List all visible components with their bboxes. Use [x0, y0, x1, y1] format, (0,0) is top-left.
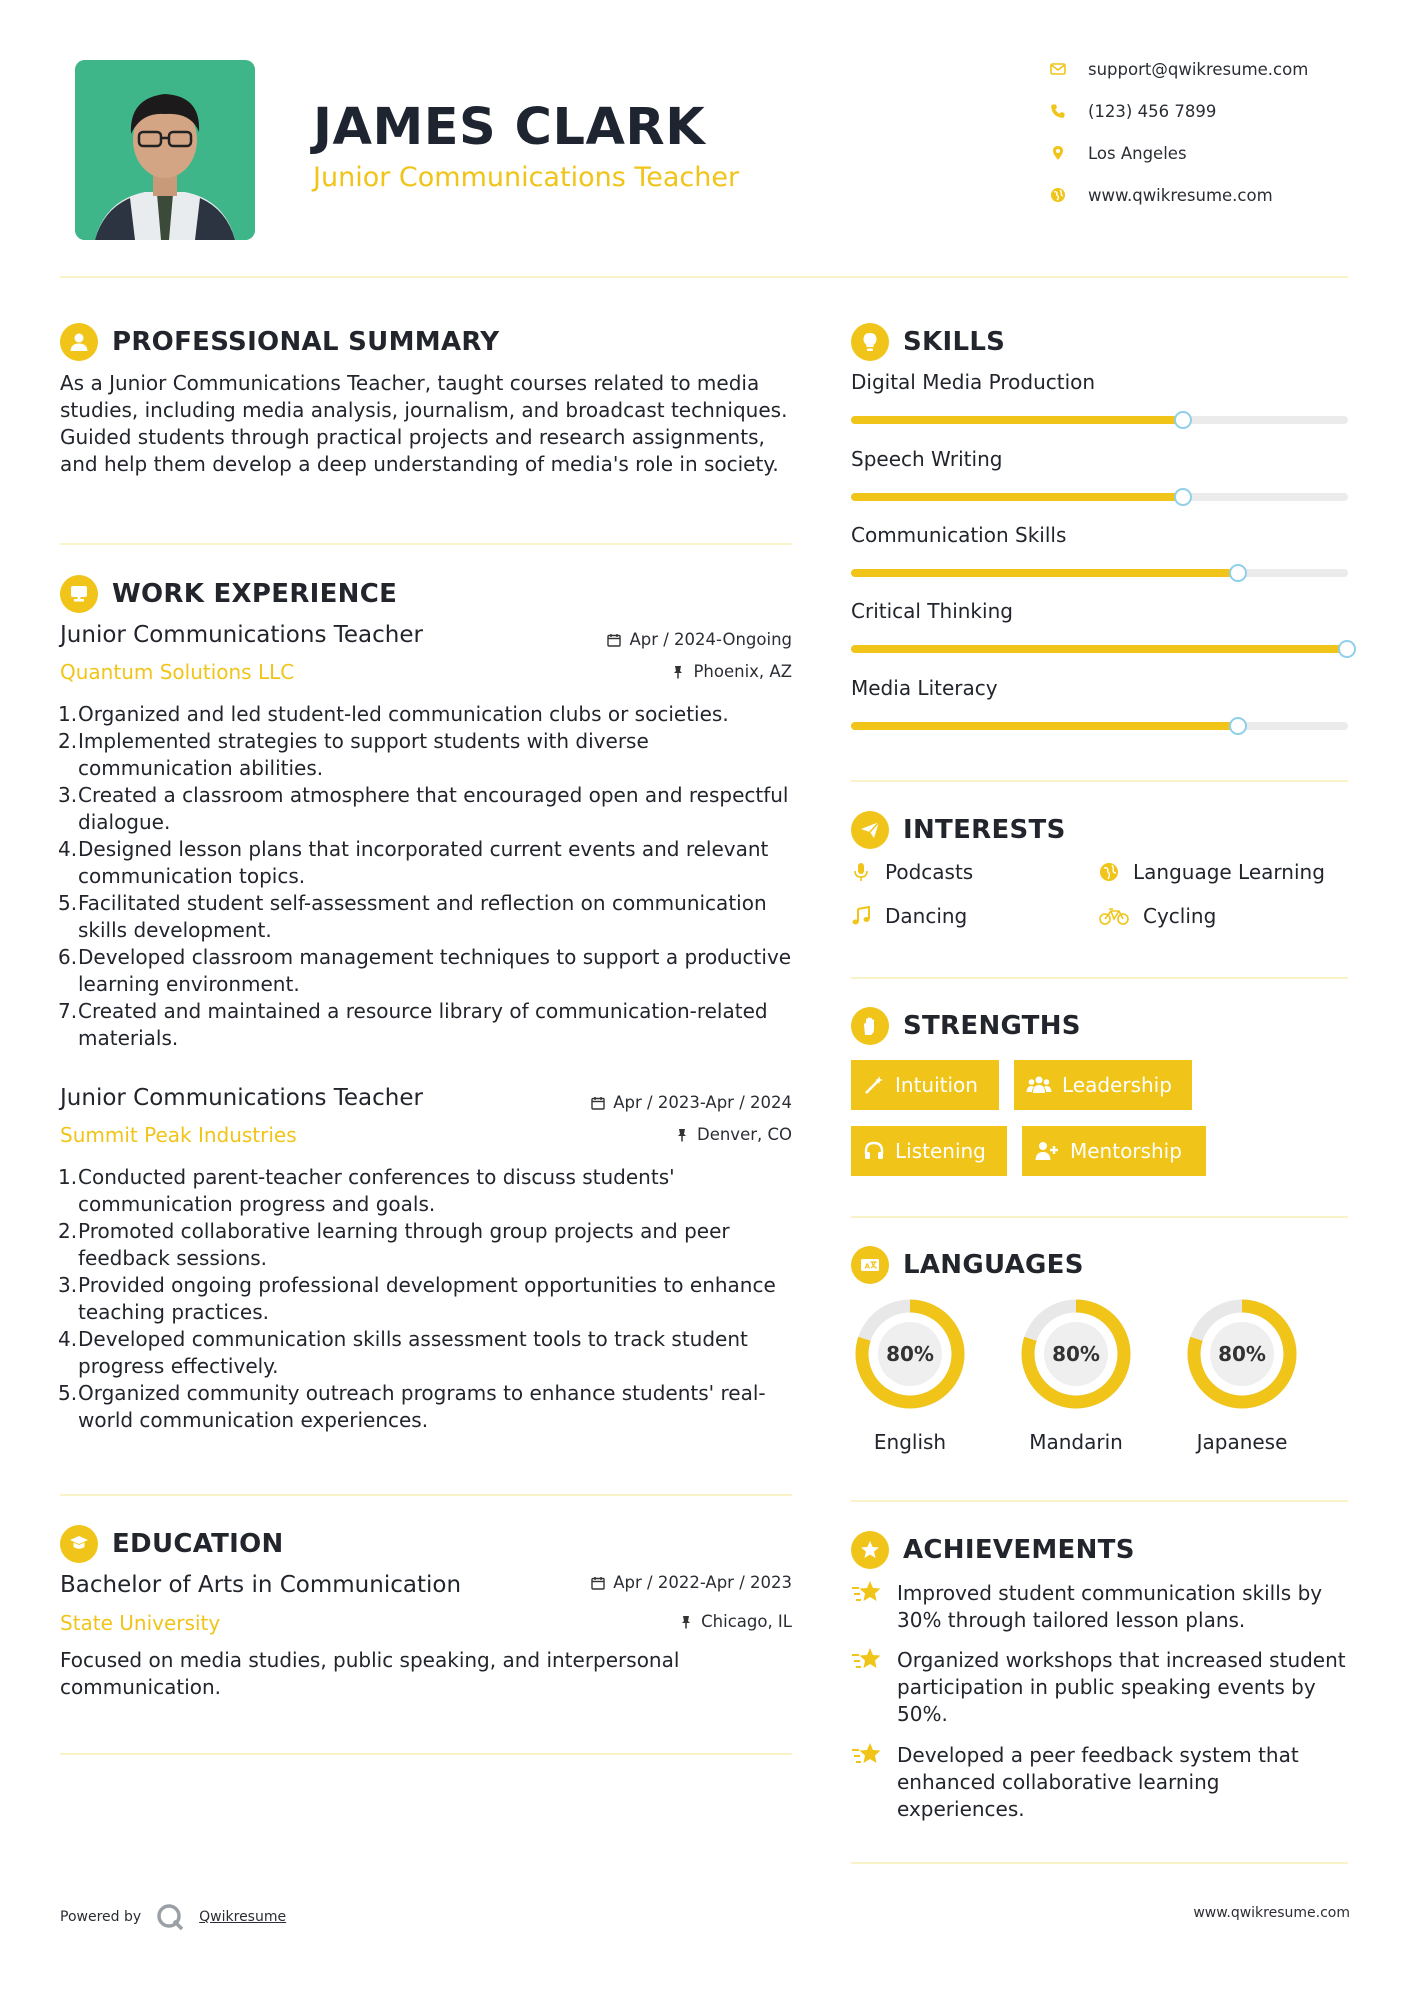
job-2-date-text: Apr / 2023-Apr / 2024	[613, 1093, 792, 1112]
skill-name: Critical Thinking	[851, 599, 1013, 623]
job-1-date	[607, 630, 792, 649]
strengths-section-header	[851, 1006, 1081, 1046]
headphones-icon	[863, 1140, 885, 1162]
achievement-item	[851, 1742, 1348, 1823]
phone-icon	[1050, 103, 1066, 119]
powered-by-label: Powered by	[60, 1909, 142, 1925]
skill-bar	[851, 493, 1348, 501]
list-item: 7. Created and maintained a resource library of communication-related materials.	[58, 999, 768, 1050]
experience-section-header	[60, 574, 397, 614]
language-name: Japanese	[1196, 1430, 1288, 1454]
education-date-text: Apr / 2022-Apr / 2023	[613, 1573, 792, 1592]
globe-icon	[1050, 187, 1066, 203]
education-location	[679, 1612, 792, 1631]
skill-bar	[851, 645, 1348, 653]
svg-text:A: A	[864, 1262, 870, 1271]
job-2-location-text: Denver, CO	[696, 1125, 792, 1144]
language-name: English	[873, 1430, 947, 1454]
strengths-heading: STRENGTHS	[903, 1011, 1081, 1041]
achievement-text: Organized workshops that increased student participation in public speaking events by 50%.	[897, 1648, 1346, 1726]
strength-tag	[1022, 1126, 1206, 1176]
skill-name: Speech Writing	[851, 447, 1003, 471]
achievement-text: Improved student communication skills by 30% through tailored lesson plans.	[897, 1581, 1323, 1632]
education-section-header	[60, 1524, 284, 1564]
pushpin-icon	[675, 1128, 689, 1142]
skill-bar-knob	[1229, 717, 1247, 735]
list-item: 3. Provided ongoing professional development opportunities to enhance teaching practices.	[58, 1273, 776, 1324]
globe-icon	[1099, 862, 1119, 882]
contact-email-text: support@qwikresume.com	[1088, 59, 1309, 79]
achievements-section-header	[851, 1530, 1135, 1570]
list-item: 3. Created a classroom atmosphere that encouraged open and respectful dialogue.	[58, 783, 789, 834]
language-percent: 80%	[886, 1342, 934, 1366]
interests-section-header	[851, 810, 1066, 850]
skill-bar-knob	[1174, 488, 1192, 506]
language-percent: 80%	[1052, 1342, 1100, 1366]
list-item: 5. Facilitated student self-assessment and reflection on communication skills development.	[58, 891, 767, 942]
job-2-company: Summit Peak Industries	[60, 1123, 297, 1147]
interest-item	[851, 904, 967, 928]
education-description: Focused on media studies, public speaking, and interpersonal communication.	[60, 1648, 680, 1699]
strength-label: Leadership	[1062, 1073, 1172, 1097]
skill-name: Communication Skills	[851, 523, 1067, 547]
experience-heading: WORK EXPERIENCE	[112, 579, 398, 609]
header-divider	[60, 276, 1348, 278]
calendar-icon	[607, 633, 621, 647]
education-divider	[60, 1753, 792, 1755]
education-date	[591, 1573, 792, 1592]
contact-website-text: www.qwikresume.com	[1088, 185, 1273, 205]
star-icon	[851, 1740, 883, 1770]
candidate-title: Junior Communications Teacher	[313, 162, 740, 193]
strength-tag	[851, 1060, 999, 1110]
language-item	[1014, 1292, 1138, 1454]
interests-divider	[851, 977, 1348, 979]
job-1-location-text: Phoenix, AZ	[693, 662, 792, 681]
strength-tag	[851, 1126, 1007, 1176]
interest-label: Language Learning	[1133, 860, 1325, 884]
skill-bar-knob	[1338, 640, 1356, 658]
language-progress-ring	[1180, 1292, 1304, 1416]
star-icon	[851, 1645, 883, 1675]
contact-website[interactable]	[1050, 180, 1273, 210]
lightbulb-icon	[851, 323, 889, 361]
job-2-duties	[60, 1164, 800, 1434]
qwikresume-logo-icon	[155, 1902, 185, 1932]
summary-heading: PROFESSIONAL SUMMARY	[112, 327, 500, 357]
user-plus-icon	[1034, 1140, 1060, 1162]
education-school: State University	[60, 1611, 221, 1635]
language-icon	[851, 1246, 889, 1284]
skill-bar-knob	[1174, 411, 1192, 429]
interest-item	[1099, 860, 1325, 884]
interest-item	[851, 860, 973, 884]
strengths-divider	[851, 1216, 1348, 1218]
email-icon	[1050, 61, 1066, 77]
skill-name: Digital Media Production	[851, 370, 1096, 394]
language-progress-ring	[1014, 1292, 1138, 1416]
contact-phone[interactable]	[1050, 96, 1216, 126]
languages-heading: LANGUAGES	[903, 1250, 1084, 1280]
star-icon	[851, 1578, 883, 1608]
achievement-item	[851, 1580, 1348, 1634]
skill-bar	[851, 416, 1348, 424]
summary-text: As a Junior Communications Teacher, taught courses related to media studies, including media analysis, journalism, and broadcast techniques. Guided students through practical projects and research assignments, and help them develop a deep understanding of media's role in society.	[60, 371, 788, 476]
music-note-icon	[851, 906, 871, 926]
language-item	[848, 1292, 972, 1454]
education-degree: Bachelor of Arts in Communication	[60, 1572, 462, 1598]
skill-bar	[851, 722, 1348, 730]
list-item: 2. Implemented strategies to support students with diverse communication abilities.	[58, 729, 649, 780]
raised-hand-icon	[851, 1007, 889, 1045]
language-item	[1180, 1292, 1304, 1454]
users-icon	[1026, 1074, 1052, 1096]
contact-location-text: Los Angeles	[1088, 143, 1187, 163]
achievement-item	[851, 1647, 1348, 1728]
profile-photo	[75, 60, 255, 240]
education-location-text: Chicago, IL	[701, 1612, 792, 1631]
briefcase-icon	[60, 575, 98, 613]
contact-phone-text: (123) 456 7899	[1088, 101, 1217, 121]
language-percent: 80%	[1218, 1342, 1266, 1366]
interest-label: Cycling	[1143, 904, 1217, 928]
strength-label: Listening	[895, 1139, 986, 1163]
strength-tag	[1014, 1060, 1192, 1110]
experience-divider	[60, 1494, 792, 1496]
achievements-heading: ACHIEVEMENTS	[903, 1535, 1135, 1565]
list-item: 1. Organized and led student-led communication clubs or societies.	[58, 702, 729, 726]
education-heading: EDUCATION	[112, 1529, 284, 1559]
job-2-location	[675, 1125, 792, 1144]
calendar-icon	[591, 1096, 605, 1110]
languages-section-header	[851, 1245, 1084, 1285]
list-item: 2. Promoted collaborative learning through group projects and peer feedback sessions.	[58, 1219, 730, 1270]
achievements-divider	[851, 1862, 1348, 1864]
microphone-icon	[851, 862, 871, 882]
languages-divider	[851, 1500, 1348, 1502]
list-item: 4. Developed communication skills assessment tools to track student progress effectively.	[58, 1327, 748, 1378]
strength-label: Intuition	[895, 1073, 978, 1097]
achievement-text: Developed a peer feedback system that enhanced collaborative learning experiences.	[897, 1743, 1299, 1821]
list-item: 4. Designed lesson plans that incorporated current events and relevant communication topics.	[58, 837, 769, 888]
job-2-date	[591, 1093, 792, 1112]
footer-url[interactable]: www.qwikresume.com	[1193, 1905, 1350, 1921]
list-item: 1. Conducted parent-teacher conferences to discuss students' communication progress and goals.	[58, 1165, 675, 1216]
location-pin-icon	[1050, 145, 1066, 161]
skill-bar-knob	[1229, 564, 1247, 582]
job-1-date-text: Apr / 2024-Ongoing	[629, 630, 792, 649]
qwikresume-link[interactable]: Qwikresume	[199, 1909, 287, 1925]
contact-email[interactable]	[1050, 54, 1308, 84]
interest-label: Dancing	[885, 904, 968, 928]
contact-location	[1050, 138, 1187, 168]
job-1-duties	[60, 701, 800, 1052]
interest-item	[1099, 904, 1216, 928]
list-item: 6. Developed classroom management techniques to support a productive learning environment.	[58, 945, 792, 996]
magic-wand-icon	[863, 1074, 885, 1096]
job-1-title: Junior Communications Teacher	[60, 622, 423, 648]
user-icon	[60, 323, 98, 361]
list-item: 5. Organized community outreach programs to enhance students' real-world communication experiences.	[58, 1381, 766, 1432]
job-1-company: Quantum Solutions LLC	[60, 660, 295, 684]
award-star-icon	[851, 1531, 889, 1569]
language-progress-ring	[848, 1292, 972, 1416]
skill-name: Media Literacy	[851, 676, 998, 700]
job-2-title: Junior Communications Teacher	[60, 1085, 423, 1111]
skill-bar	[851, 569, 1348, 577]
summary-divider	[60, 543, 792, 545]
paper-plane-icon	[851, 811, 889, 849]
interest-label: Podcasts	[885, 860, 974, 884]
bicycle-icon	[1099, 906, 1129, 926]
language-name: Mandarin	[1029, 1430, 1123, 1454]
pushpin-icon	[671, 665, 685, 679]
candidate-name: JAMES CLARK	[313, 98, 706, 157]
footer-powered-by	[60, 1902, 286, 1932]
skills-divider	[851, 780, 1348, 782]
pushpin-icon	[679, 1615, 693, 1629]
graduation-icon	[60, 1525, 98, 1563]
interests-heading: INTERESTS	[903, 815, 1066, 845]
skills-section-header	[851, 322, 1005, 362]
strength-label: Mentorship	[1070, 1139, 1182, 1163]
skills-heading: SKILLS	[903, 327, 1006, 357]
job-1-location	[671, 662, 792, 681]
summary-section-header	[60, 322, 499, 362]
calendar-icon	[591, 1576, 605, 1590]
